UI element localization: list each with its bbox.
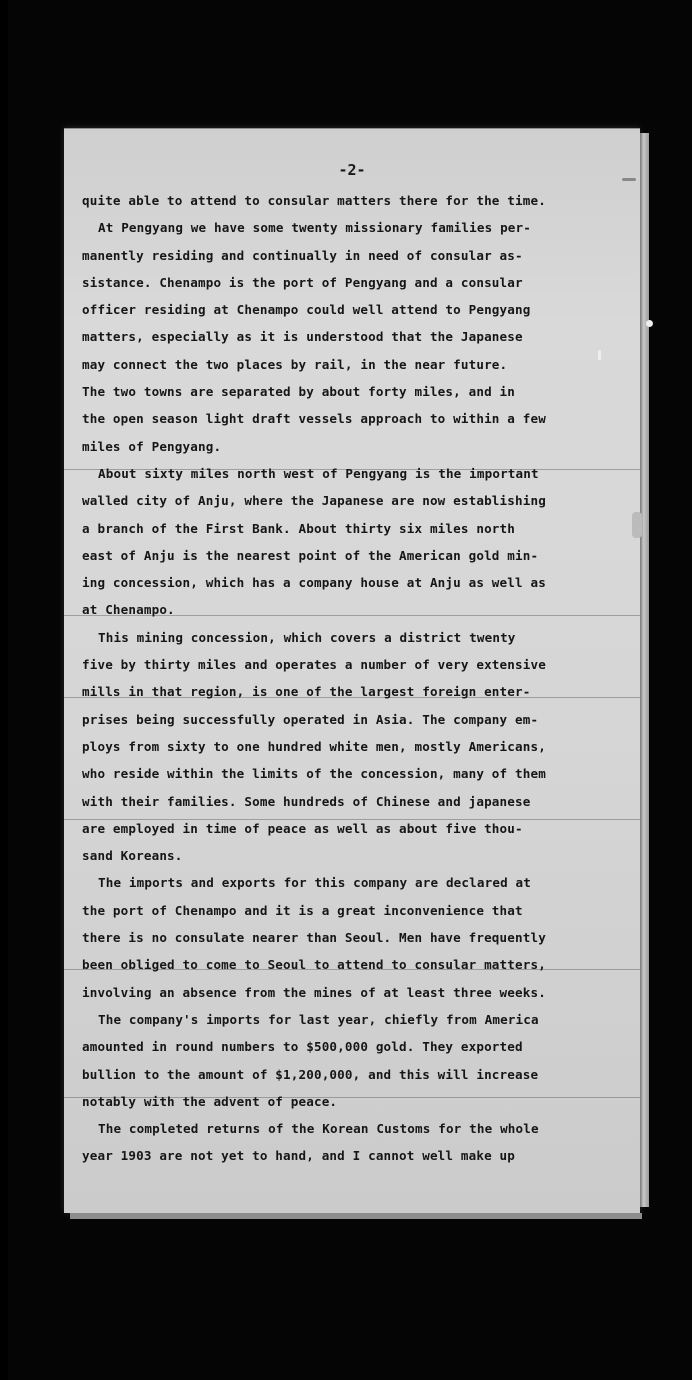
film-dust-speck	[646, 320, 653, 327]
film-dust-speck	[598, 350, 601, 360]
text-line: five by thirty miles and operates a number of very extensive	[82, 657, 546, 673]
text-line: miles of Pengyang.	[82, 438, 222, 454]
film-dust-speck	[632, 512, 642, 538]
text-line: are employed in time of peace as well as about five thou-	[82, 820, 523, 836]
text-line: involving an absence from the mines of at least three weeks.	[82, 984, 546, 1000]
text-line: At Pengyang we have some twenty missionary families per-	[98, 220, 531, 236]
page-bottom-edge	[70, 1213, 642, 1219]
text-line: the port of Chenampo and it is a great inconvenience that	[82, 902, 523, 918]
text-line: amounted in round numbers to $500,000 gold. They exported	[82, 1039, 523, 1055]
film-border	[0, 0, 8, 1380]
text-line: The completed returns of the Korean Customs for the whole	[98, 1121, 539, 1137]
text-line: been obliged to come to Seoul to attend to consular matters,	[82, 957, 546, 973]
text-line: The company's imports for last year, chiefly from America	[98, 1011, 539, 1027]
paragraph	[82, 1115, 622, 1170]
text-line: The two towns are separated by about forty miles, and in	[82, 384, 515, 400]
paragraph	[82, 214, 622, 460]
text-line: sistance. Chenampo is the port of Pengyang and a consular	[82, 274, 523, 290]
paragraph	[82, 1006, 622, 1115]
film-dust-speck	[622, 178, 636, 181]
paragraph	[82, 869, 622, 1005]
page-number: -2-	[338, 161, 366, 179]
text-line: there is no consulate nearer than Seoul. Men have frequently	[82, 930, 546, 946]
text-line: sand Koreans.	[82, 848, 183, 864]
paragraph	[82, 460, 622, 624]
text-line: may connect the two places by rail, in the near future.	[82, 356, 508, 372]
paragraph	[82, 624, 622, 870]
text-line: walled city of Anju, where the Japanese are now establishing	[82, 493, 546, 509]
text-line: year 1903 are not yet to hand, and I cannot well make up	[82, 1148, 515, 1164]
document-page	[64, 128, 640, 1213]
text-line: the open season light draft vessels approach to within a few	[82, 411, 546, 427]
typed-text-body	[82, 187, 622, 1170]
text-line: officer residing at Chenampo could well attend to Pengyang	[82, 302, 531, 318]
text-line: who reside within the limits of the concession, many of them	[82, 766, 546, 782]
text-line: matters, especially as it is understood that the Japanese	[82, 329, 523, 345]
text-line: with their families. Some hundreds of Chinese and japanese	[82, 793, 531, 809]
text-line: About sixty miles north west of Pengyang is the important	[98, 465, 539, 481]
text-line: at Chenampo.	[82, 602, 175, 618]
text-line: notably with the advent of peace.	[82, 1093, 338, 1109]
text-line: quite able to attend to consular matters there for the time.	[82, 193, 546, 208]
text-line: ing concession, which has a company house at Anju as well as	[82, 575, 546, 591]
text-line: east of Anju is the nearest point of the American gold min-	[82, 547, 539, 563]
paragraph	[82, 187, 622, 214]
page-edge	[640, 133, 649, 1207]
text-line: The imports and exports for this company are declared at	[98, 875, 531, 891]
text-line: ploys from sixty to one hundred white men, mostly Americans,	[82, 738, 546, 754]
text-line: This mining concession, which covers a district twenty	[98, 629, 516, 645]
text-line: a branch of the First Bank. About thirty six miles north	[82, 520, 515, 536]
text-line: manently residing and continually in need of consular as-	[82, 247, 523, 263]
text-line: mills in that region, is one of the largest foreign enter-	[82, 684, 531, 700]
text-line: prises being successfully operated in Asia. The company em-	[82, 711, 539, 727]
text-line: bullion to the amount of $1,200,000, and this will increase	[82, 1066, 539, 1082]
